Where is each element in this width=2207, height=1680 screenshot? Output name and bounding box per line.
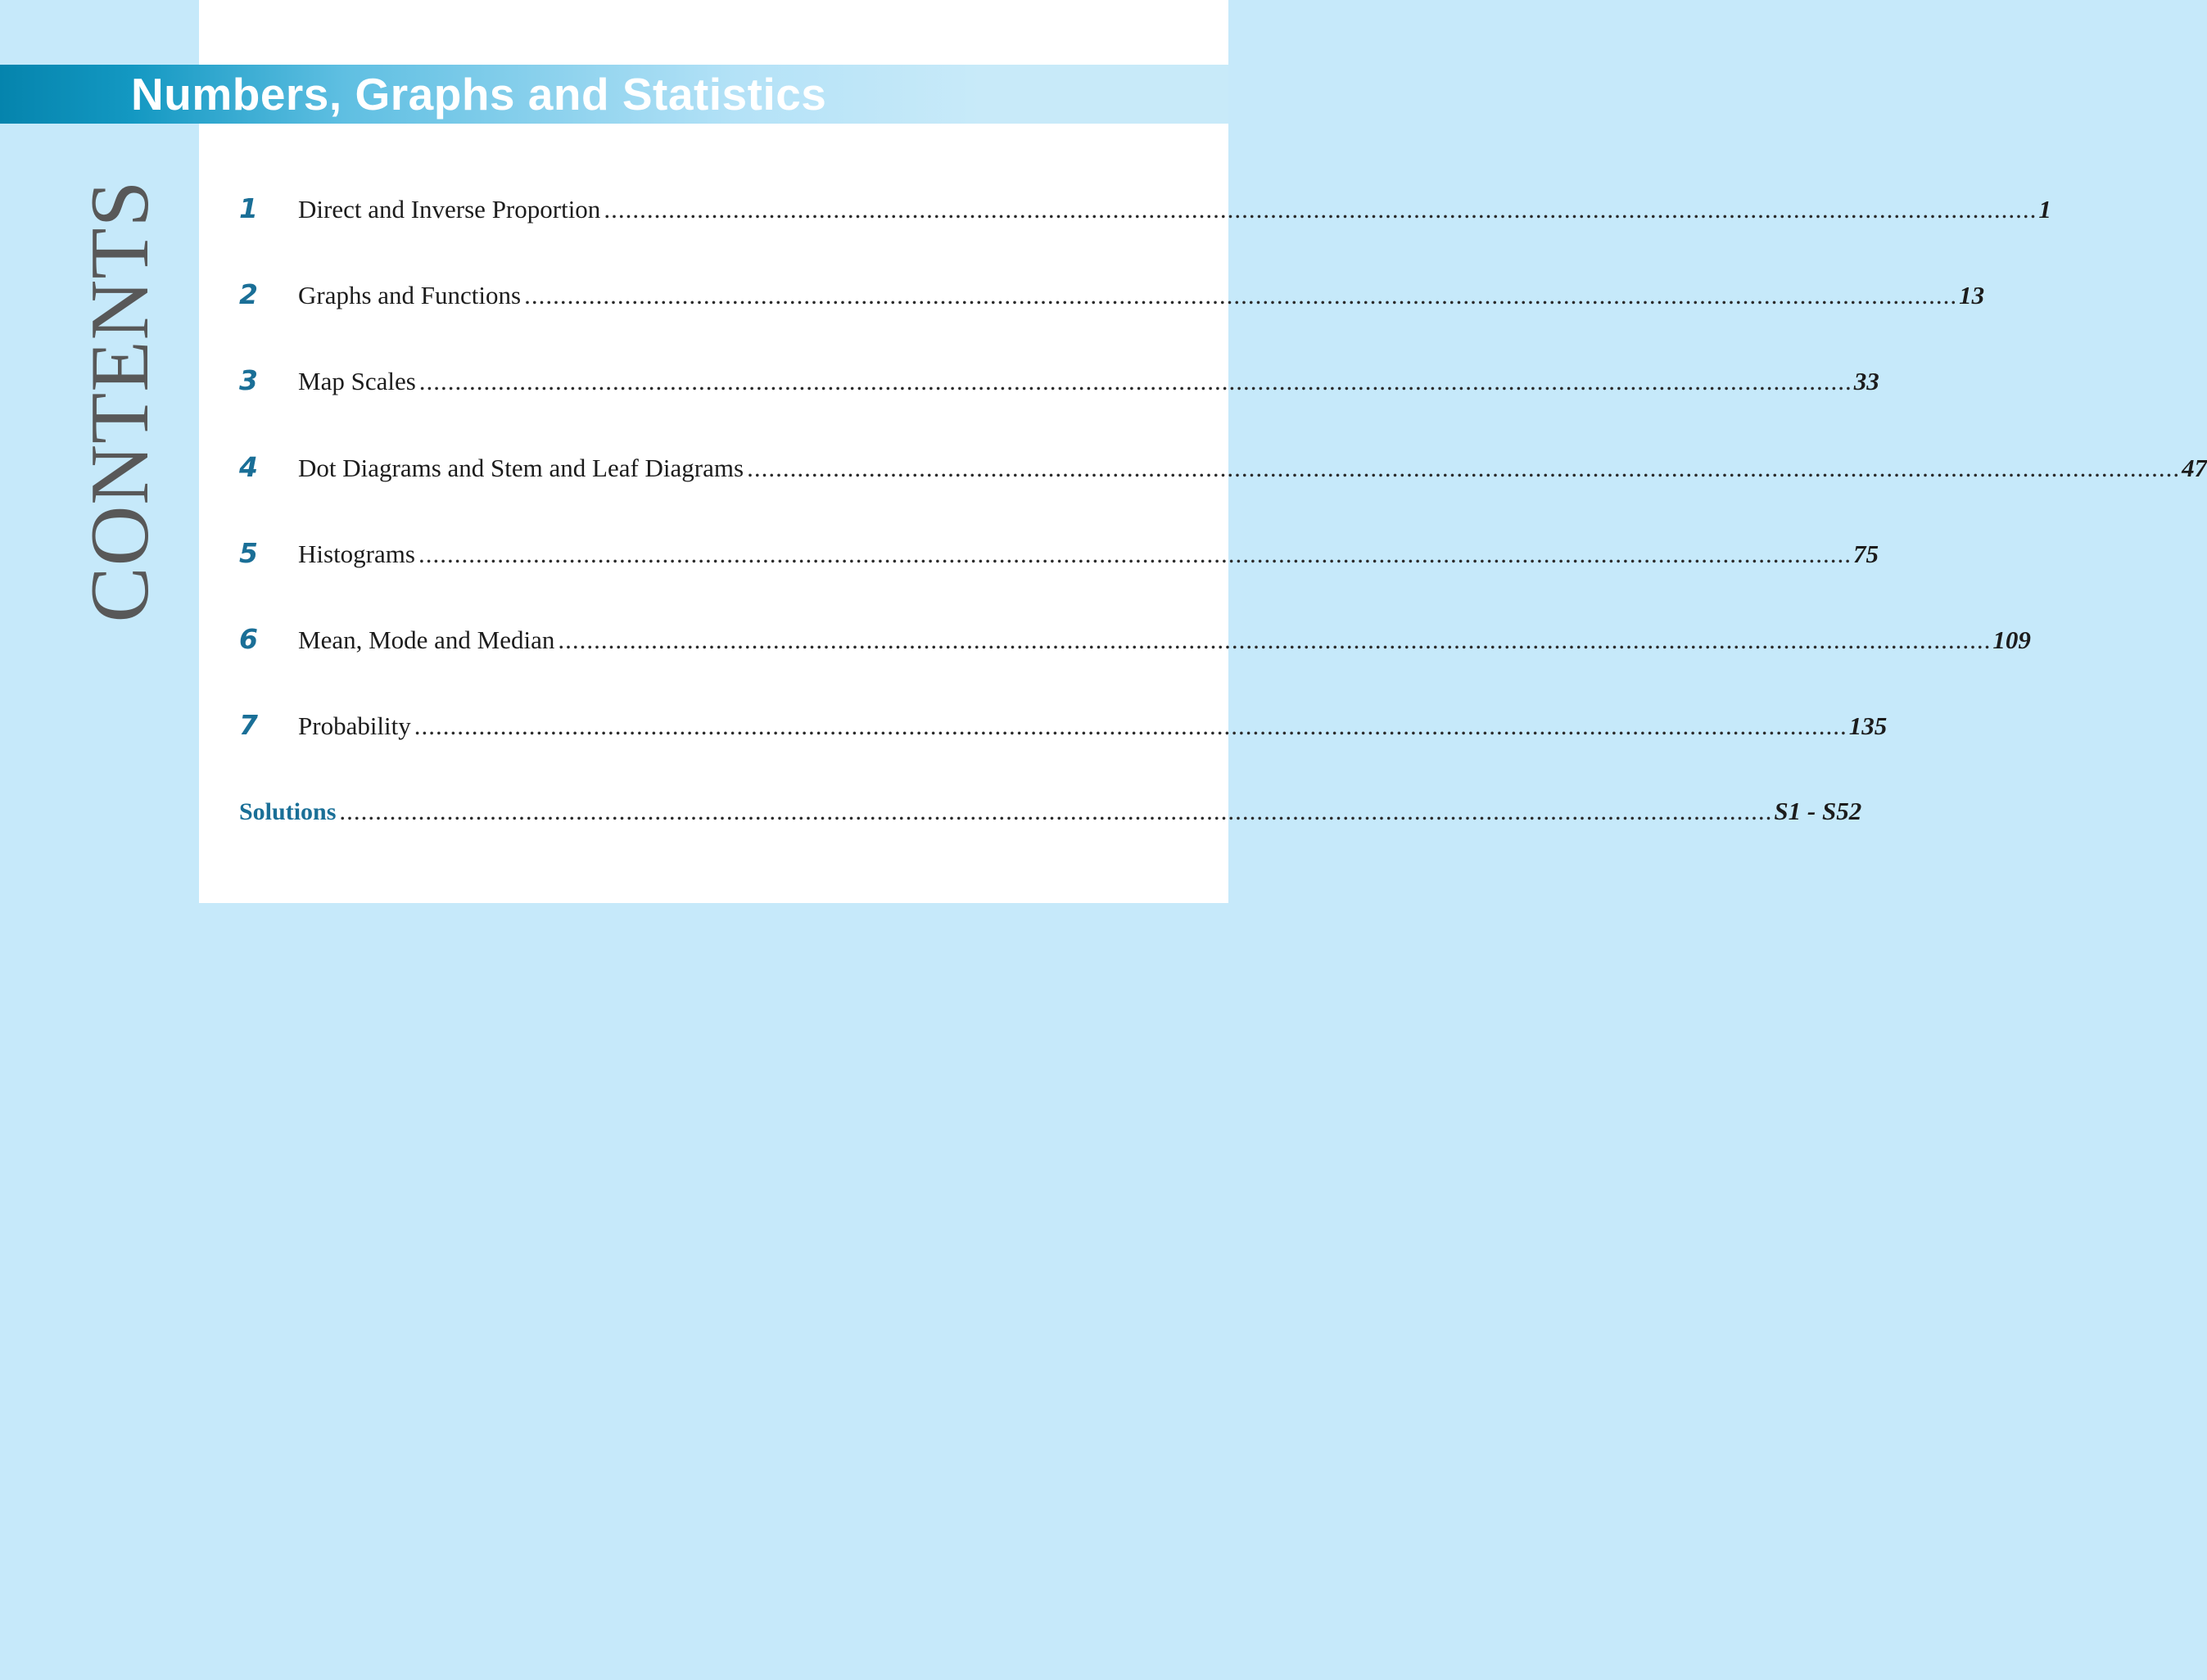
chapter-number: 1	[239, 192, 258, 224]
dot-leader: ........................................................................................................................................................................................................	[418, 367, 1852, 395]
page-number: 1	[2038, 195, 2051, 224]
toc-entry[interactable]	[239, 188, 2051, 229]
toc-entry[interactable]	[239, 274, 1985, 315]
page-number: 33	[1853, 367, 1879, 395]
chapter-title: Direct and Inverse Proportion	[298, 195, 601, 224]
dot-leader: ........................................................................................................................................................................................................	[524, 281, 1958, 309]
toc-entry[interactable]	[239, 447, 2207, 488]
chapter-number: 7	[239, 709, 258, 741]
contents-heading: CONTENTS	[74, 179, 166, 623]
dot-leader: ........................................................................................................................................................................................................	[747, 454, 2181, 482]
solutions-title: Solutions	[239, 798, 337, 825]
title-band	[0, 65, 1228, 124]
page-number: S1 - S52	[1774, 797, 1862, 825]
toc-entry-solutions[interactable]	[239, 791, 1862, 832]
toc-entry[interactable]	[239, 533, 1879, 574]
chapter-number: 6	[239, 623, 258, 655]
chapter-title: Map Scales	[298, 367, 416, 395]
dot-leader: ........................................................................................................................................................................................................	[339, 797, 1773, 825]
chapter-title: Probability	[298, 711, 411, 740]
chapter-title: Histograms	[298, 540, 415, 568]
chapter-number: 3	[239, 364, 258, 396]
chapter-number: 2	[239, 278, 258, 310]
page-number: 13	[1959, 281, 1985, 309]
chapter-number: 4	[239, 451, 258, 483]
toc-entry[interactable]	[239, 705, 1888, 746]
chapter-number: 5	[239, 537, 258, 569]
page-number: 75	[1852, 540, 1879, 568]
dot-leader: ........................................................................................................................................................................................................	[418, 540, 1852, 568]
dot-leader: ........................................................................................................................................................................................................	[604, 195, 2037, 224]
chapter-title: Graphs and Functions	[298, 281, 522, 309]
book-title: Numbers, Graphs and Statistics	[131, 69, 827, 120]
page-number: 47	[2182, 454, 2207, 482]
toc-entry[interactable]	[239, 619, 2031, 660]
toc-entry[interactable]	[239, 360, 1879, 401]
page-number: 109	[1992, 625, 2031, 654]
chapter-title: Dot Diagrams and Stem and Leaf Diagrams	[298, 454, 744, 482]
chapter-title: Mean, Mode and Median	[298, 625, 555, 654]
dot-leader: ........................................................................................................................................................................................................	[414, 711, 1847, 740]
dot-leader: ........................................................................................................................................................................................................	[558, 625, 1992, 654]
page-number: 135	[1848, 711, 1888, 740]
